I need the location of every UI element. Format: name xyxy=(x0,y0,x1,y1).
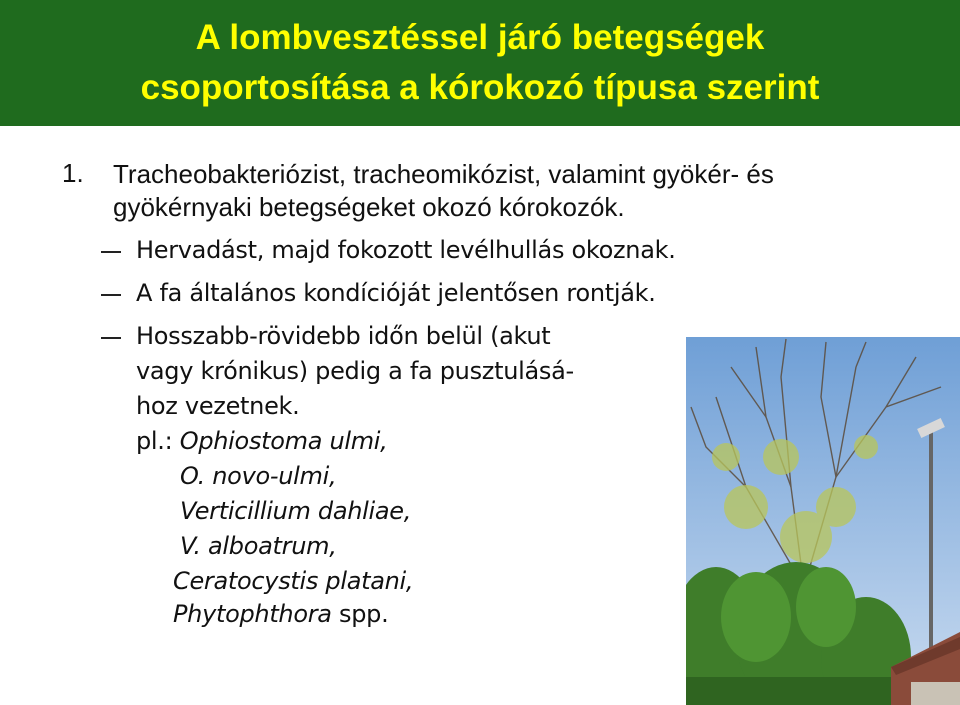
example-6-genus: Phytophthora xyxy=(173,600,332,628)
bullet-3-line-1: Hosszabb-rövidebb időn belül (akut xyxy=(136,322,551,350)
example-6-suffix: spp. xyxy=(331,600,389,628)
example-1: Ophiostoma ulmi, xyxy=(179,427,388,455)
example-line-1 xyxy=(136,427,388,455)
list-item-text xyxy=(113,158,913,224)
bullet-dash-1 xyxy=(101,251,121,253)
bullet-3-line-2: vagy krónikus) pedig a fa pusztulásá- xyxy=(136,357,574,385)
example-5: Ceratocystis platani, xyxy=(173,567,414,595)
list-item-line-2: gyökérnyaki betegségeket okozó kórokozók. xyxy=(113,192,625,222)
title-line-1: A lombvesztéssel járó betegségek xyxy=(195,18,765,57)
example-2: O. novo-ulmi, xyxy=(180,462,337,490)
title-bar xyxy=(0,0,960,126)
list-item-line-1: Tracheobakteriózist, tracheomikózist, valamint gyökér- és xyxy=(113,159,774,189)
bullet-3-line-3: hoz vezetnek. xyxy=(136,392,300,420)
example-line-6 xyxy=(173,600,388,628)
example-4: V. alboatrum, xyxy=(180,532,337,560)
bullet-1: Hervadást, majd fokozott levélhullás okoznak. xyxy=(136,236,676,264)
example-prefix: pl.: xyxy=(136,427,180,455)
bullet-dash-3 xyxy=(101,337,121,339)
example-3: Verticillium dahliae, xyxy=(180,497,412,525)
title-line-2: csoportosítása a kórokozó típusa szerint xyxy=(140,68,820,107)
bullet-dash-2 xyxy=(101,294,121,296)
tree-photo xyxy=(686,337,960,705)
bullet-2: A fa általános kondícióját jelentősen rontják. xyxy=(136,279,656,307)
tree-photo-illustration xyxy=(686,337,960,705)
list-number: 1. xyxy=(62,158,84,188)
